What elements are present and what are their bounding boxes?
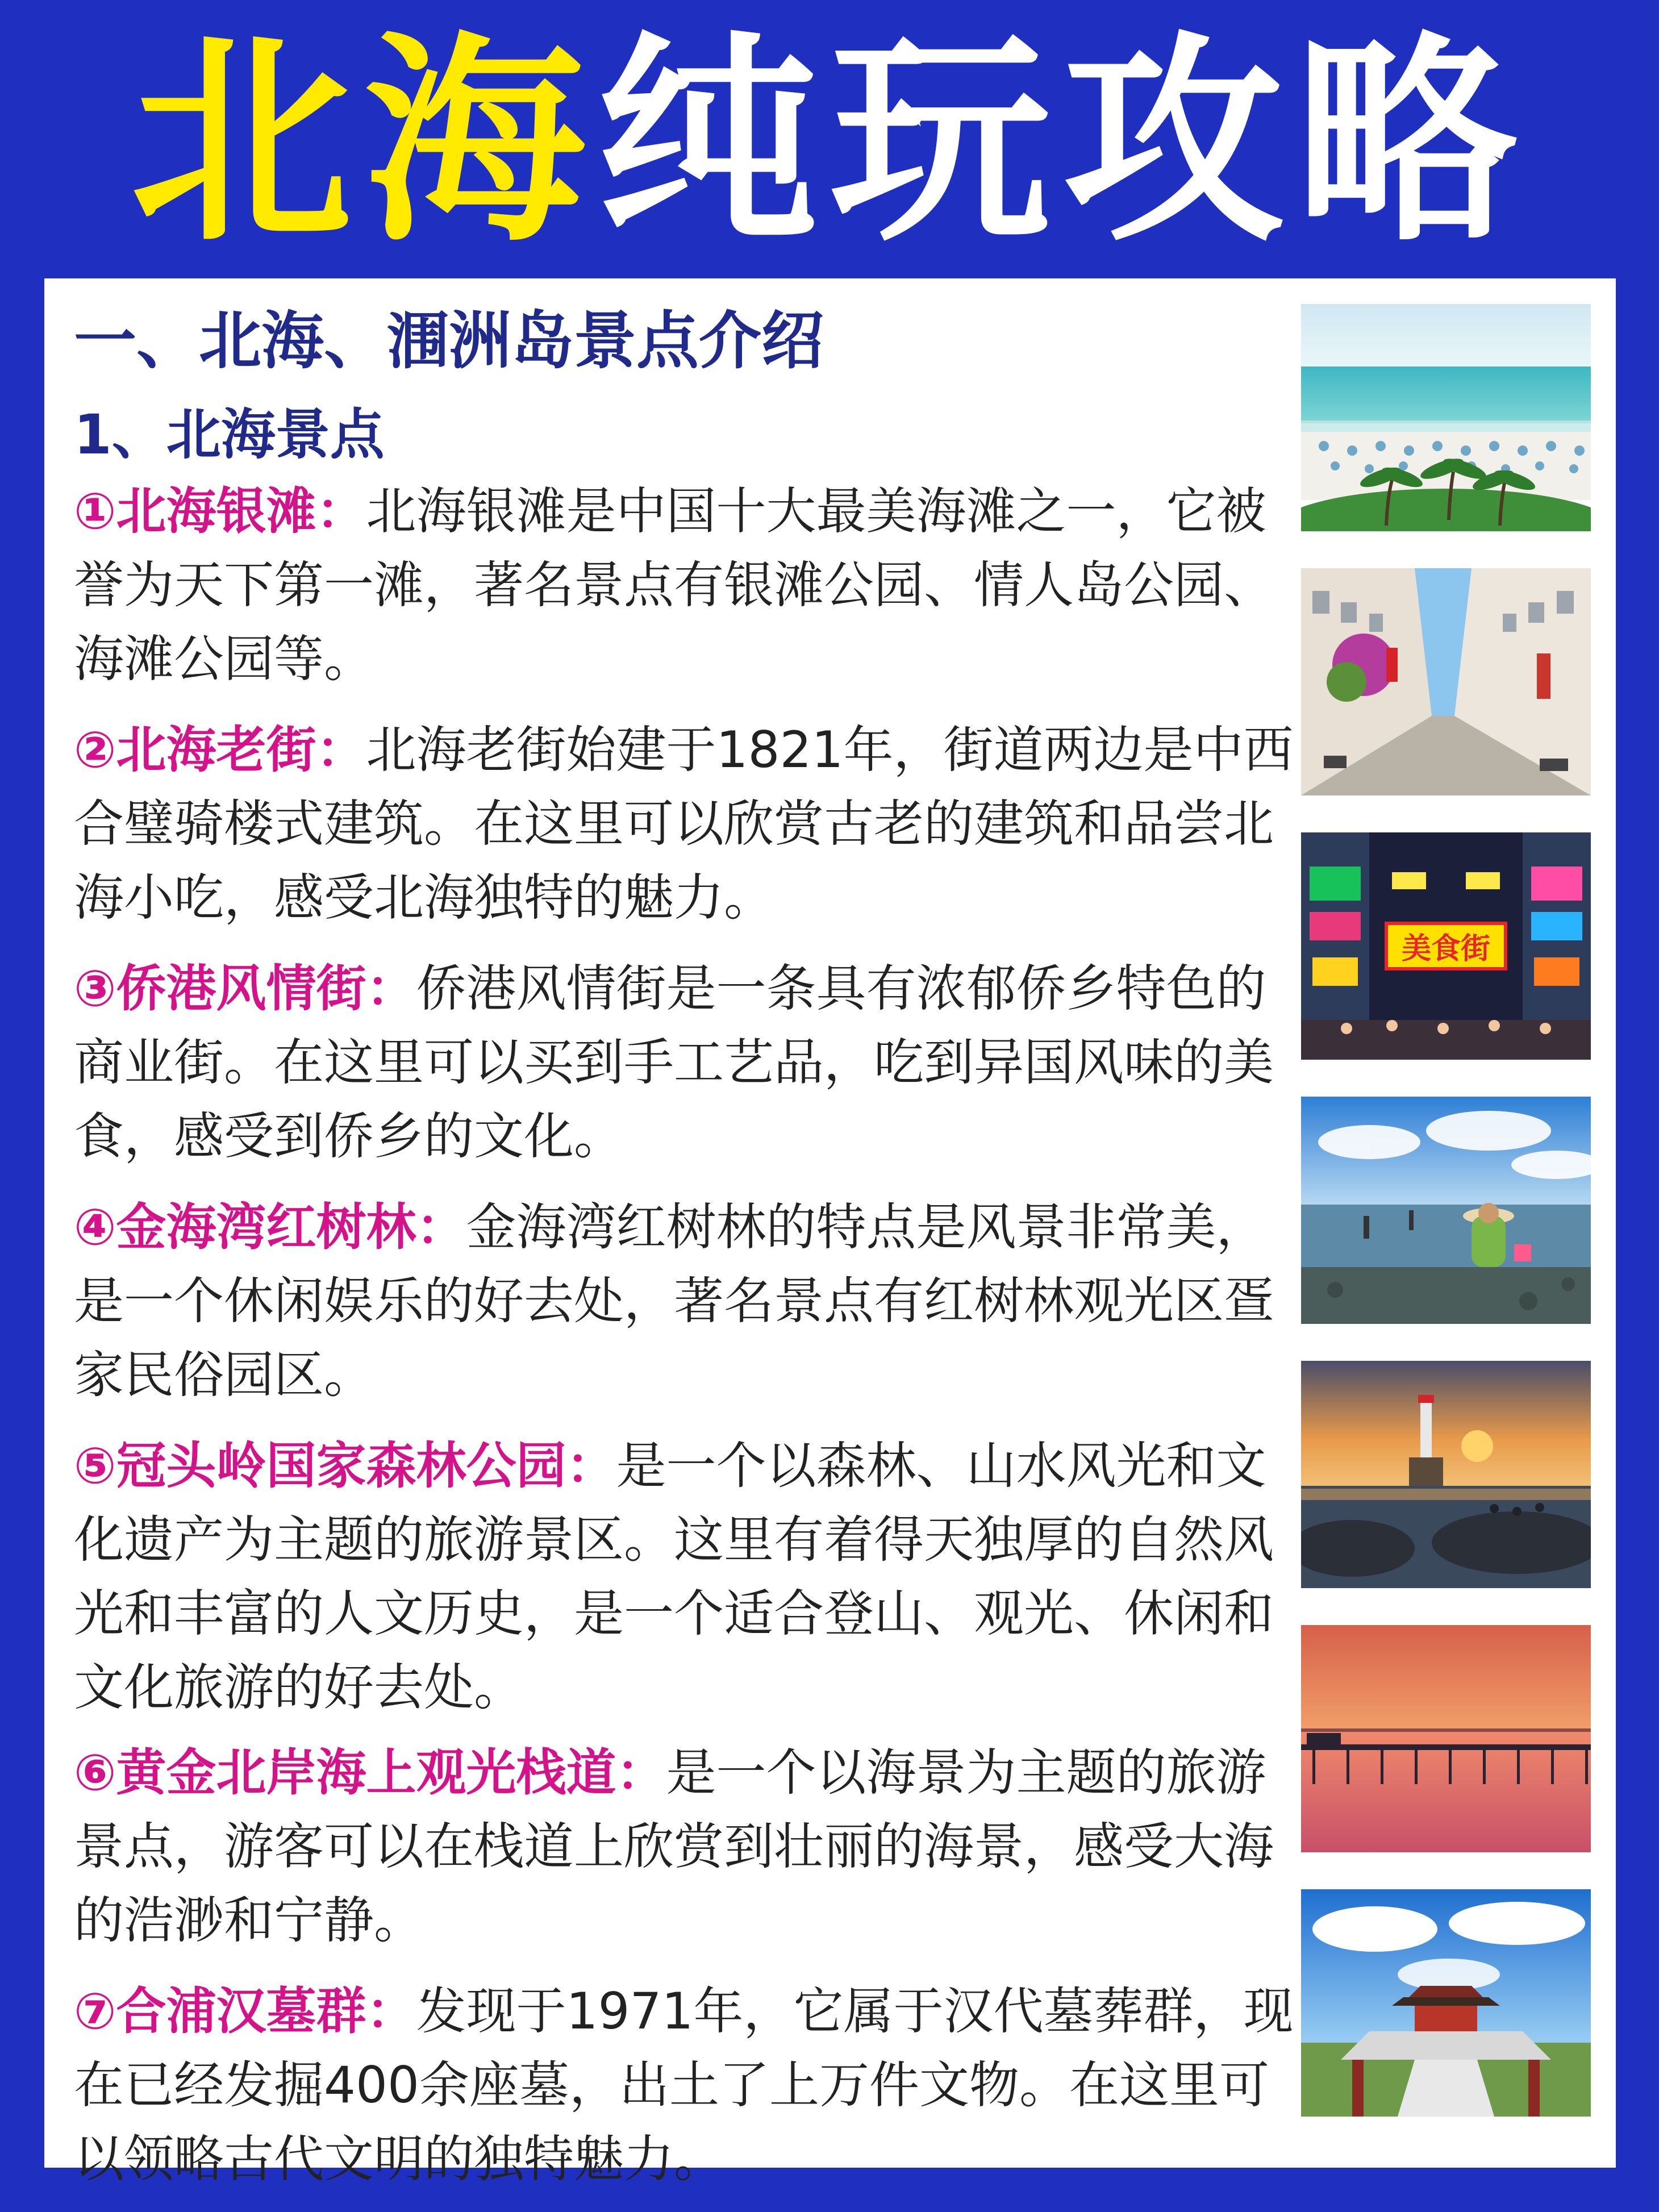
attraction-item <box>74 1429 1307 1724</box>
attraction-description: 北海老街始建于1821年，街道两边是中西合璧骑楼式建筑。在这里可以欣赏古老的建筑和品尝北海小吃，感受北海独特的魅力。 <box>74 720 1294 927</box>
attraction-item <box>74 952 1307 1173</box>
attraction-description: 侨港风情街是一条具有浓郁侨乡特色的商业街。在这里可以买到手工艺品，吃到异国风味的美食，感受到侨乡的文化。 <box>74 959 1274 1165</box>
attraction-name: ④金海湾红树林： <box>74 1198 466 1256</box>
attraction-name: ⑦合浦汉墓群： <box>74 1982 416 2040</box>
old-street-photo <box>1301 568 1591 795</box>
title-part2: 纯玩攻略 <box>597 13 1528 271</box>
attraction-description: 是一个以森林、山水风光和文化遗产为主题的旅游景区。这里有着得天独厚的自然风光和丰富的人文历史，是一个适合登山、观光、休闲和文化旅游的好去处。 <box>74 1436 1274 1717</box>
lighthouse-sunset-photo <box>1301 1361 1591 1588</box>
attraction-item <box>74 1736 1307 1957</box>
page-title <box>0 13 1659 271</box>
food-street-photo <box>1301 832 1591 1060</box>
title-part1: 北海 <box>131 13 597 271</box>
content-panel <box>44 278 1616 2188</box>
attraction-description: 发现于1971年，它属于汉代墓葬群，现在已经发掘400余座墓，出土了上万件文物。在这里可以领略古代文明的独特魅力。 <box>74 1982 1294 2188</box>
attraction-description: 是一个以海景为主题的旅游景点，游客可以在栈道上欣赏到壮丽的海景，感受大海的浩渺和宁静。 <box>74 1743 1274 1949</box>
attraction-name: ⑤冠头岭国家森林公园： <box>74 1436 616 1495</box>
attraction-name: ①北海银滩： <box>74 482 366 540</box>
han-tomb-pavilion-photo <box>1301 1889 1591 2117</box>
sea-boardwalk-photo <box>1301 1625 1591 1852</box>
attraction-item <box>74 713 1307 935</box>
section-heading: 一、北海、涠洲岛景点介绍 <box>74 305 824 377</box>
attraction-item <box>74 1190 1307 1412</box>
attraction-name: ③侨港风情街： <box>74 959 416 1018</box>
mangrove-photo <box>1301 1097 1591 1324</box>
subsection-heading: 1、北海景点 <box>74 403 385 466</box>
attraction-item <box>74 1974 1307 2196</box>
attraction-item <box>74 474 1307 696</box>
attraction-name: ⑥黄金北岸海上观光栈道： <box>74 1743 666 1802</box>
attraction-description: 北海银滩是中国十大最美海滩之一，它被誉为天下第一滩，著名景点有银滩公园、情人岛公园、海滩公园等。 <box>74 482 1274 688</box>
attraction-description: 金海湾红树林的特点是风景非常美，是一个休闲娱乐的好去处，著名景点有红树林观光区疍家民俗园区。 <box>74 1198 1274 1404</box>
beach-photo <box>1301 304 1591 531</box>
food-street-sign: 美食街 <box>1401 932 1491 966</box>
attraction-name: ②北海老街： <box>74 720 366 779</box>
